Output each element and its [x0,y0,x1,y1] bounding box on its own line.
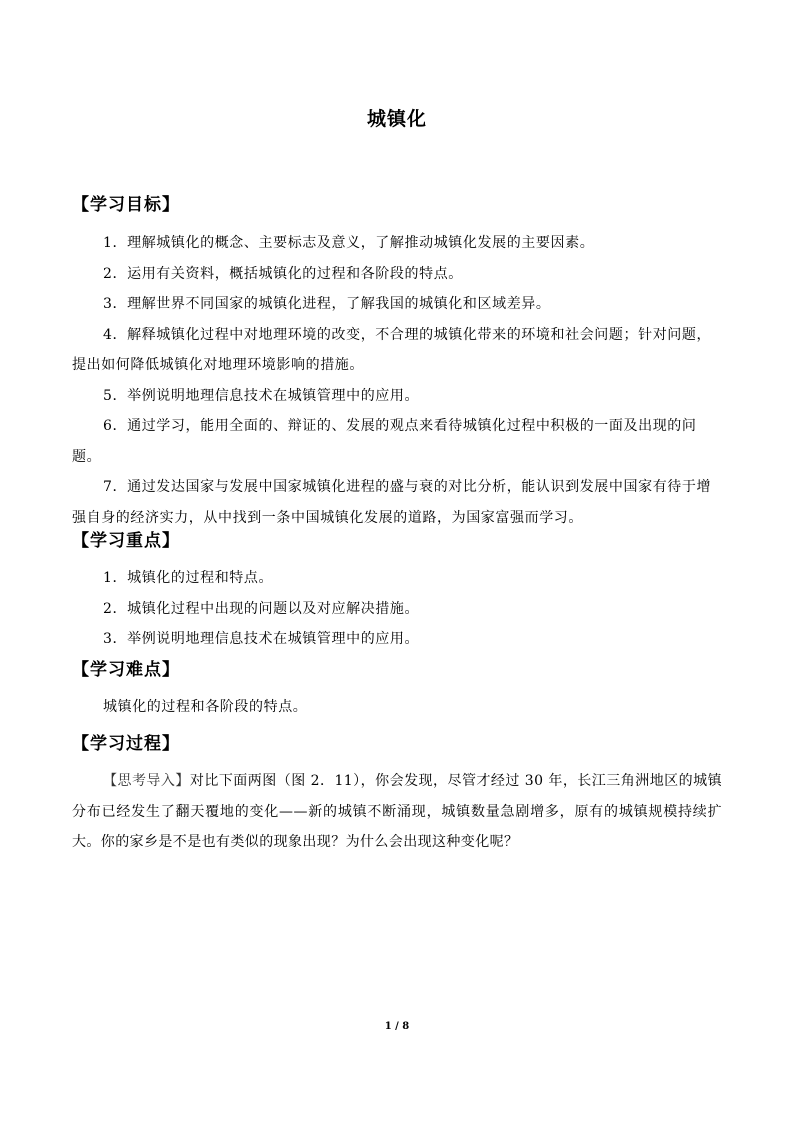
process-heading: 【学习过程】 [72,734,180,754]
key-points-list [72,563,722,655]
page-number: 1 / 8 [384,1021,410,1032]
think-intro-label: 【思考导入】 [103,773,190,789]
objectives-list [72,228,722,533]
think-intro-text: 对比下面两图（图 2．11），你会发现，尽管才经过 30 年，长江三角洲地区的城镇分布已经发生了翻天覆地的变化——新的城镇不断涌现，城镇数量急剧增多，原有的城镇规模持续扩大。你的家乡是不是也有类似的现象出现？为什么会出现这种变化呢？ [72,773,722,850]
objective-item-5: 5．举例说明地理信息技术在城镇管理中的应用。 [103,387,420,404]
difficulties-heading: 【学习难点】 [72,660,180,680]
key-point-item-3: 3．举例说明地理信息技术在城镇管理中的应用。 [103,631,420,647]
objective-item-6: 6．通过学习，能用全面的、辩证的、发展的观点来看待城镇化过程中积极的一面及出现的问题。 [72,418,697,465]
objective-item-3: 3．理解世界不同国家的城镇化进程，了解我国的城镇化和区域差异。 [103,296,551,312]
objective-item-7: 7．通过发达国家与发展中国家城镇化进程的盛与衰的对比分析，能认识到发展中国家有待于增强自身的经济实力，从中找到一条中国城镇化发展的道路，为国家富强而学习。 [72,479,712,526]
objective-item-1: 1．理解城镇化的概念、主要标志及意义，了解推动城镇化发展的主要因素。 [103,235,595,251]
difficulties-text: 城镇化的过程和各阶段的特点。 [103,699,308,715]
objectives-heading: 【学习目标】 [72,195,180,215]
page-title: 城镇化 [366,108,427,130]
key-point-item-1: 1．城镇化的过程和特点。 [103,570,274,586]
objective-item-2: 2．运用有关资料，概括城镇化的过程和各阶段的特点。 [103,265,463,282]
process-body [72,766,722,858]
think-intro-paragraph [72,766,722,858]
objective-item-4: 4．解释城镇化过程中对地理环境的改变，不合理的城镇化带来的环境和社会问题；针对问题，提出如何降低城镇化对地理环境影响的措施。 [72,326,712,373]
key-points-heading: 【学习重点】 [72,531,180,551]
key-point-item-2: 2．城镇化过程中出现的问题以及对应解决措施。 [103,600,420,617]
difficulties-body [72,692,722,723]
